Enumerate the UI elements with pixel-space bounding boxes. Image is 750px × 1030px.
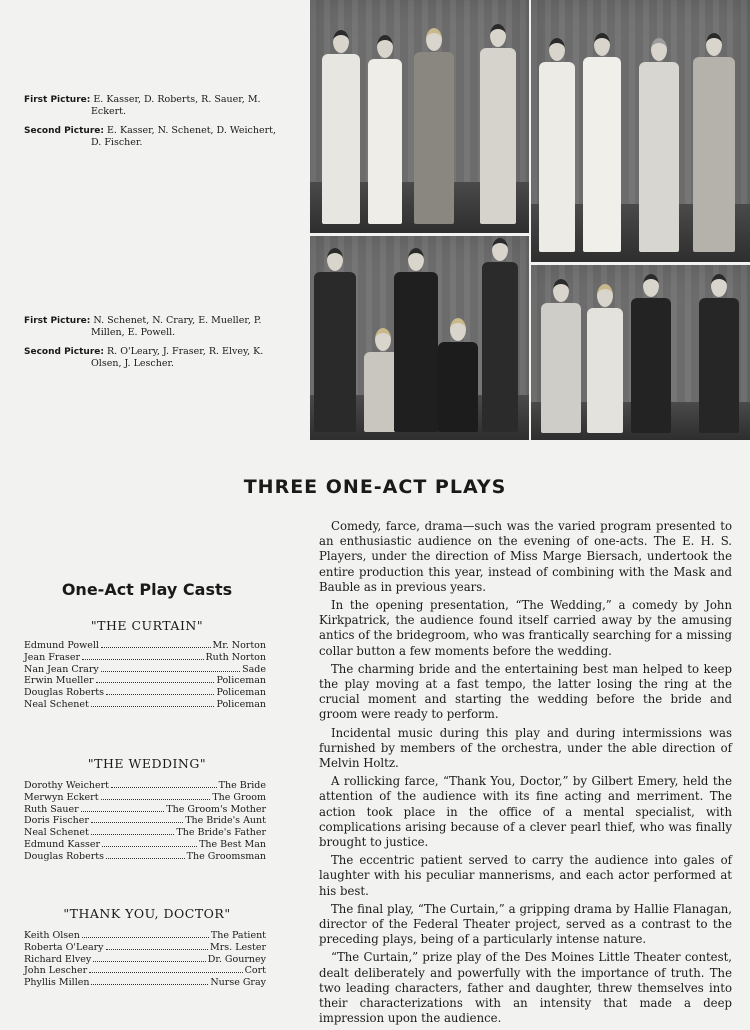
caption-top bbox=[24, 94, 288, 156]
cast-row: Ruth Sauer The Groom's Mother bbox=[24, 803, 266, 815]
cast-row: Roberta O'Leary Mrs. Lester bbox=[24, 941, 266, 953]
play-title-curtain: "THE CURTAIN" bbox=[90, 618, 204, 633]
cast-row: Jean Fraser Ruth Norton bbox=[24, 651, 266, 663]
casts-heading: One-Act Play Casts bbox=[61, 580, 233, 599]
play-title-wedding: "THE WEDDING" bbox=[87, 756, 207, 771]
article-paragraph: The charming bride and the entertaining best man helped to keep the play moving at a fast tempo, the latter losing the ring at the crucial moment and starting the wedding before the bride and groom were ready to perform. bbox=[319, 661, 732, 722]
cast-row: Edmund Kasser The Best Man bbox=[24, 838, 266, 850]
cast-row: Nan Jean Crary Sade bbox=[24, 663, 266, 675]
cast-row: Phyllis Millen Nurse Gray bbox=[24, 977, 266, 989]
cast-row: Doris Fischer The Bride's Aunt bbox=[24, 815, 266, 827]
cast-row: Douglas Roberts The Groomsman bbox=[24, 850, 266, 862]
cast-row: Douglas Roberts Policeman bbox=[24, 687, 266, 699]
play-title-thank-you-doctor: "THANK YOU, DOCTOR" bbox=[63, 906, 231, 921]
photo-thank-you-doctor bbox=[531, 265, 750, 440]
photo-wedding-1 bbox=[310, 0, 529, 233]
caption-line: First Picture: N. Schenet, N. Crary, E. Mueller, P. Millen, E. Powell. bbox=[24, 315, 262, 338]
article-paragraph: The final play, “The Curtain,” a gripping drama by Hallie Flanagan, director of the Federal Theater project, served as a contrast to the preceding plays, being of a particularly intense nature. bbox=[319, 901, 732, 947]
article-paragraph: “The Curtain,” prize play of the Des Moines Little Theater contest, dealt deliberately and powerfully with the importance of truth. The two leading characters, father and daughter, threw themselves into their characterizations with an intensity that made a deep impression upon the audience. bbox=[319, 950, 732, 1026]
caption-line: Second Picture: R. O'Leary, J. Fraser, R. Elvey, K. Olsen, J. Lescher. bbox=[24, 346, 264, 369]
article-paragraph: Comedy, farce, drama—such was the varied program presented to an enthusiastic audience on the evening of one-acts. The E. H. S. Players, under the direction of Miss Marge Biersach, undertook the entire production this year, instead of combining with the Mask and Bauble as in previous years. bbox=[319, 519, 732, 594]
caption-line: Second Picture: E. Kasser, N. Schenet, D. Weichert, D. Fischer. bbox=[24, 125, 276, 148]
article-body bbox=[319, 519, 732, 1030]
cast-row: Edmund Powell Mr. Norton bbox=[24, 640, 266, 651]
cast-row: Richard Elvey Dr. Gourney bbox=[24, 953, 266, 965]
photo-curtain bbox=[310, 236, 529, 440]
article-paragraph: Incidental music during this play and during intermissions was furnished by members of the orchestra, under the able direction of Melvin Holtz. bbox=[319, 725, 732, 771]
cast-row: Erwin Mueller Policeman bbox=[24, 675, 266, 687]
caption-line: First Picture: E. Kasser, D. Roberts, R. Sauer, M. Eckert. bbox=[24, 94, 261, 117]
cast-list-wedding bbox=[24, 780, 266, 863]
photo-wedding-2 bbox=[531, 0, 750, 262]
cast-row: Neal Schenet The Bride's Father bbox=[24, 827, 266, 839]
cast-row: Dorothy Weichert The Bride bbox=[24, 780, 266, 791]
cast-row: Merwyn Eckert The Groom bbox=[24, 791, 266, 803]
cast-list-thank-you-doctor bbox=[24, 930, 266, 989]
cast-list-curtain bbox=[24, 640, 266, 711]
article-paragraph: A rollicking farce, “Thank You, Doctor,” by Gilbert Emery, held the attention of the audience with its fine acting and merriment. The action took place in the office of a mental specialist, with complications arising because of a clever pearl thief, who was finally brought to justice. bbox=[319, 774, 732, 850]
caption-bottom bbox=[24, 315, 288, 377]
article-paragraph: The eccentric patient served to carry the audience into gales of laughter with his peculiar mannerisms, and each actor performed at his best. bbox=[319, 853, 732, 898]
page-title: THREE ONE-ACT PLAYS bbox=[243, 476, 507, 498]
cast-row: Neal Schenet Policeman bbox=[24, 698, 266, 710]
article-paragraph: In the opening presentation, “The Wedding,” a comedy by John Kirkpatrick, the audience found itself carried away by the amusing antics of the bridegroom, who was frantically searching for a missing collar button a few moments before the wedding. bbox=[319, 598, 732, 658]
cast-row: Keith Olsen The Patient bbox=[24, 930, 266, 941]
cast-row: John Lescher Cort bbox=[24, 965, 266, 977]
